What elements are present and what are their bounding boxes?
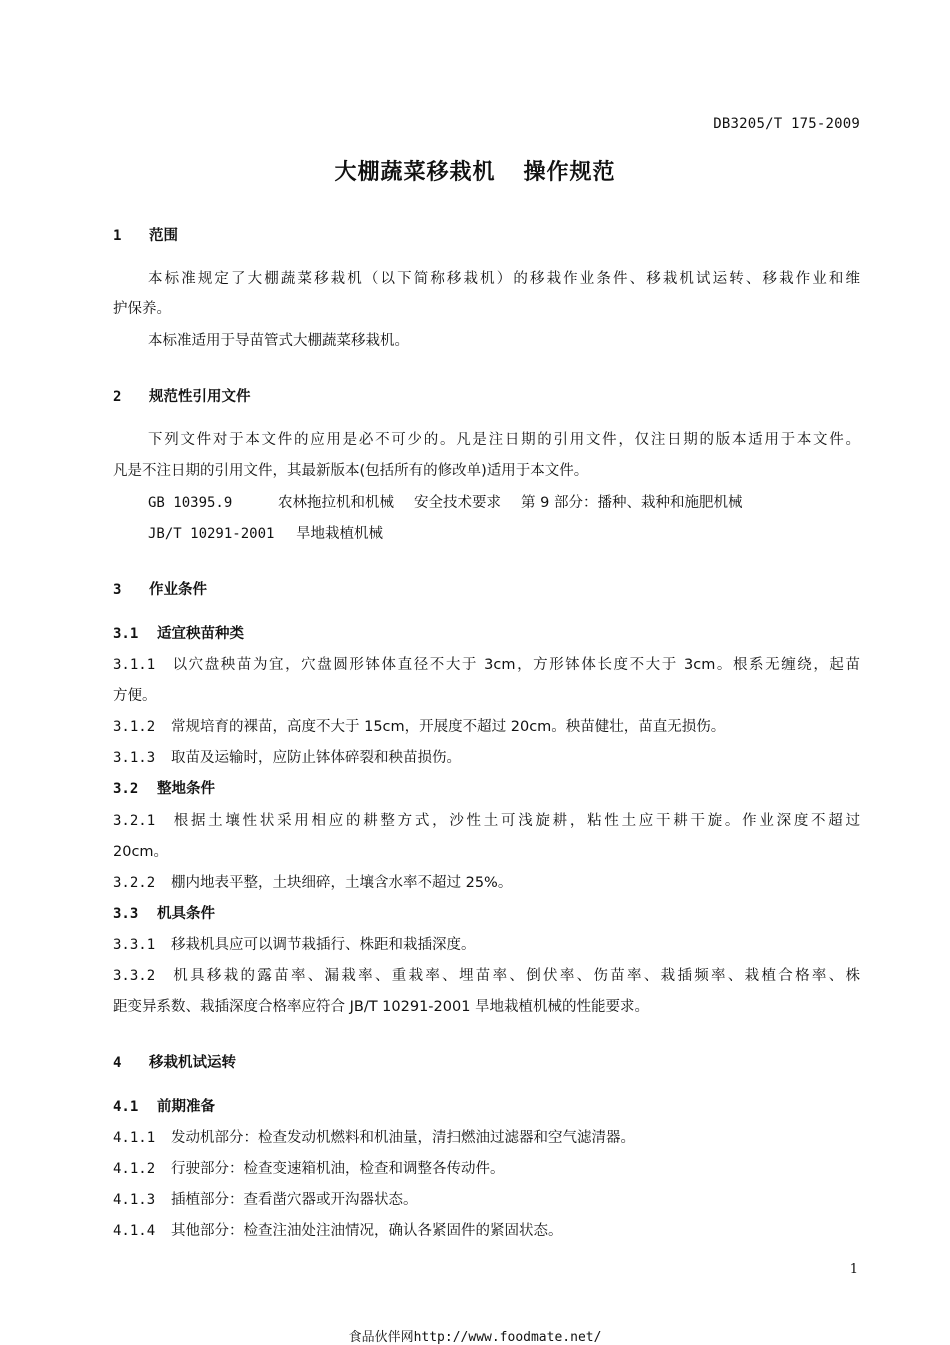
footer-watermark <box>0 1326 950 1345</box>
clause-number: 3.1.1 <box>113 657 156 673</box>
document-title <box>0 155 950 186</box>
section-4-heading <box>113 1053 860 1073</box>
section-title: 移栽机试运转 <box>149 1055 236 1071</box>
reference-code: GB 10395.9 <box>148 495 233 511</box>
subsection-title: 适宜秧苗种类 <box>157 626 244 642</box>
clause-number: 3.2.2 <box>113 875 156 891</box>
clause-3-3-1 <box>113 935 860 955</box>
clause-3-3-2-line-1 <box>113 966 860 986</box>
clause-number: 3.1.2 <box>113 719 156 735</box>
subsection-number: 3.1 <box>113 626 139 642</box>
reference-code: JB/T 10291-2001 <box>148 526 275 542</box>
clause-text: 其他部分：检查注油处注油情况，确认各紧固件的紧固状态。 <box>171 1223 563 1239</box>
reference-title: 农林拖拉机和机械 <box>278 495 394 511</box>
section-2-heading <box>113 387 860 407</box>
subsection-title: 整地条件 <box>157 781 215 797</box>
clause-number: 4.1.4 <box>113 1223 156 1239</box>
footer-url[interactable]: http://www.foodmate.net/ <box>413 1330 602 1345</box>
subsection-number: 3.3 <box>113 906 139 922</box>
subsection-number: 3.2 <box>113 781 139 797</box>
clause-text: 插植部分：查看凿穴器或开沟器状态。 <box>171 1192 418 1208</box>
clause-text: 取苗及运输时，应防止钵体碎裂和秧苗损伤。 <box>171 750 461 766</box>
normative-reference-2 <box>148 524 860 544</box>
clause-number: 3.1.3 <box>113 750 156 766</box>
clause-3-1-3 <box>113 748 860 768</box>
clause-text: 棚内地表平整，土块细碎，土壤含水率不超过 25%。 <box>171 875 513 891</box>
title-part-1: 大棚蔬菜移栽机 <box>334 160 496 185</box>
section-number: 2 <box>113 389 122 405</box>
clause-4-1-2 <box>113 1159 860 1179</box>
clause-3-1-1-line-1 <box>113 655 860 675</box>
section-number: 1 <box>113 228 122 244</box>
clause-number: 3.3.1 <box>113 937 156 953</box>
section-number: 4 <box>113 1055 122 1071</box>
document-code: DB3205/T 175-2009 <box>713 116 860 132</box>
footer-site-name: 食品伙伴网 <box>348 1330 414 1345</box>
section-2-paragraph-line-2: 凡是不注日期的引用文件，其最新版本(包括所有的修改单)适用于本文件。 <box>113 463 589 479</box>
section-1-paragraph-1-line-2: 护保养。 <box>113 301 171 317</box>
title-part-2: 操作规范 <box>523 160 616 185</box>
clause-number: 4.1.1 <box>113 1130 156 1146</box>
normative-reference-1 <box>148 493 860 513</box>
reference-subtitle: 安全技术要求 <box>414 495 501 511</box>
clause-text: 常规培育的裸苗，高度不大于 15cm，开展度不超过 20cm。秧苗健壮，苗直无损伤。 <box>171 719 726 735</box>
section-1-heading <box>113 226 860 246</box>
page-number: 1 <box>849 1262 858 1277</box>
clause-3-1-2 <box>113 717 860 737</box>
clause-text: 以穴盘秧苗为宜，穴盘圆形钵体直径不大于 3cm，方形钵体长度不大于 3cm。根系无缠绕，起苗 <box>171 657 860 673</box>
section-title: 规范性引用文件 <box>149 389 251 405</box>
subsection-3-3-heading <box>113 904 860 924</box>
clause-3-2-2 <box>113 873 860 893</box>
clause-3-2-1-line-1 <box>113 811 860 831</box>
subsection-title: 机具条件 <box>157 906 215 922</box>
reference-part: 第 9 部分：播种、栽种和施肥机械 <box>521 495 743 511</box>
clause-text: 移栽机具应可以调节栽插行、株距和栽插深度。 <box>171 937 476 953</box>
clause-3-3-2-line-2: 距变异系数、栽插深度合格率应符合 JB/T 10291-2001 旱地栽植机械的性能要求。 <box>113 999 650 1015</box>
clause-3-2-1-line-2: 20cm。 <box>113 844 169 860</box>
subsection-3-1-heading <box>113 624 860 644</box>
section-1-paragraph-2: 本标准适用于导苗管式大棚蔬菜移栽机。 <box>148 333 409 349</box>
clause-number: 4.1.2 <box>113 1161 156 1177</box>
clause-number: 4.1.3 <box>113 1192 156 1208</box>
subsection-3-2-heading <box>113 779 860 799</box>
clause-text: 发动机部分：检查发动机燃料和机油量，清扫燃油过滤器和空气滤清器。 <box>171 1130 635 1146</box>
clause-4-1-3 <box>113 1190 860 1210</box>
clause-text: 机具移栽的露苗率、漏栽率、重栽率、埋苗率、倒伏率、伤苗率、栽插频率、栽植合格率、株 <box>171 968 860 984</box>
clause-text: 行驶部分：检查变速箱机油，检查和调整各传动件。 <box>171 1161 505 1177</box>
section-title: 作业条件 <box>149 582 207 598</box>
clause-number: 3.2.1 <box>113 813 156 829</box>
section-2-paragraph-line-1: 下列文件对于本文件的应用是必不可少的。凡是注日期的引用文件，仅注日期的版本适用于本文件。 <box>148 432 860 448</box>
reference-title: 旱地栽植机械 <box>296 526 383 542</box>
clause-number: 3.3.2 <box>113 968 156 984</box>
section-3-heading <box>113 580 860 600</box>
subsection-title: 前期准备 <box>157 1099 215 1115</box>
subsection-4-1-heading <box>113 1097 860 1117</box>
clause-text: 根据土壤性状采用相应的耕整方式，沙性土可浅旋耕，粘性土应干耕干旋。作业深度不超过 <box>171 813 860 829</box>
section-number: 3 <box>113 582 122 598</box>
clause-4-1-1 <box>113 1128 860 1148</box>
section-title: 范围 <box>149 228 178 244</box>
clause-4-1-4 <box>113 1221 860 1241</box>
clause-3-1-1-line-2: 方便。 <box>113 688 157 704</box>
section-1-paragraph-1-line-1: 本标准规定了大棚蔬菜移栽机（以下简称移栽机）的移栽作业条件、移栽机试运转、移栽作业和维 <box>148 271 860 287</box>
subsection-number: 4.1 <box>113 1099 139 1115</box>
